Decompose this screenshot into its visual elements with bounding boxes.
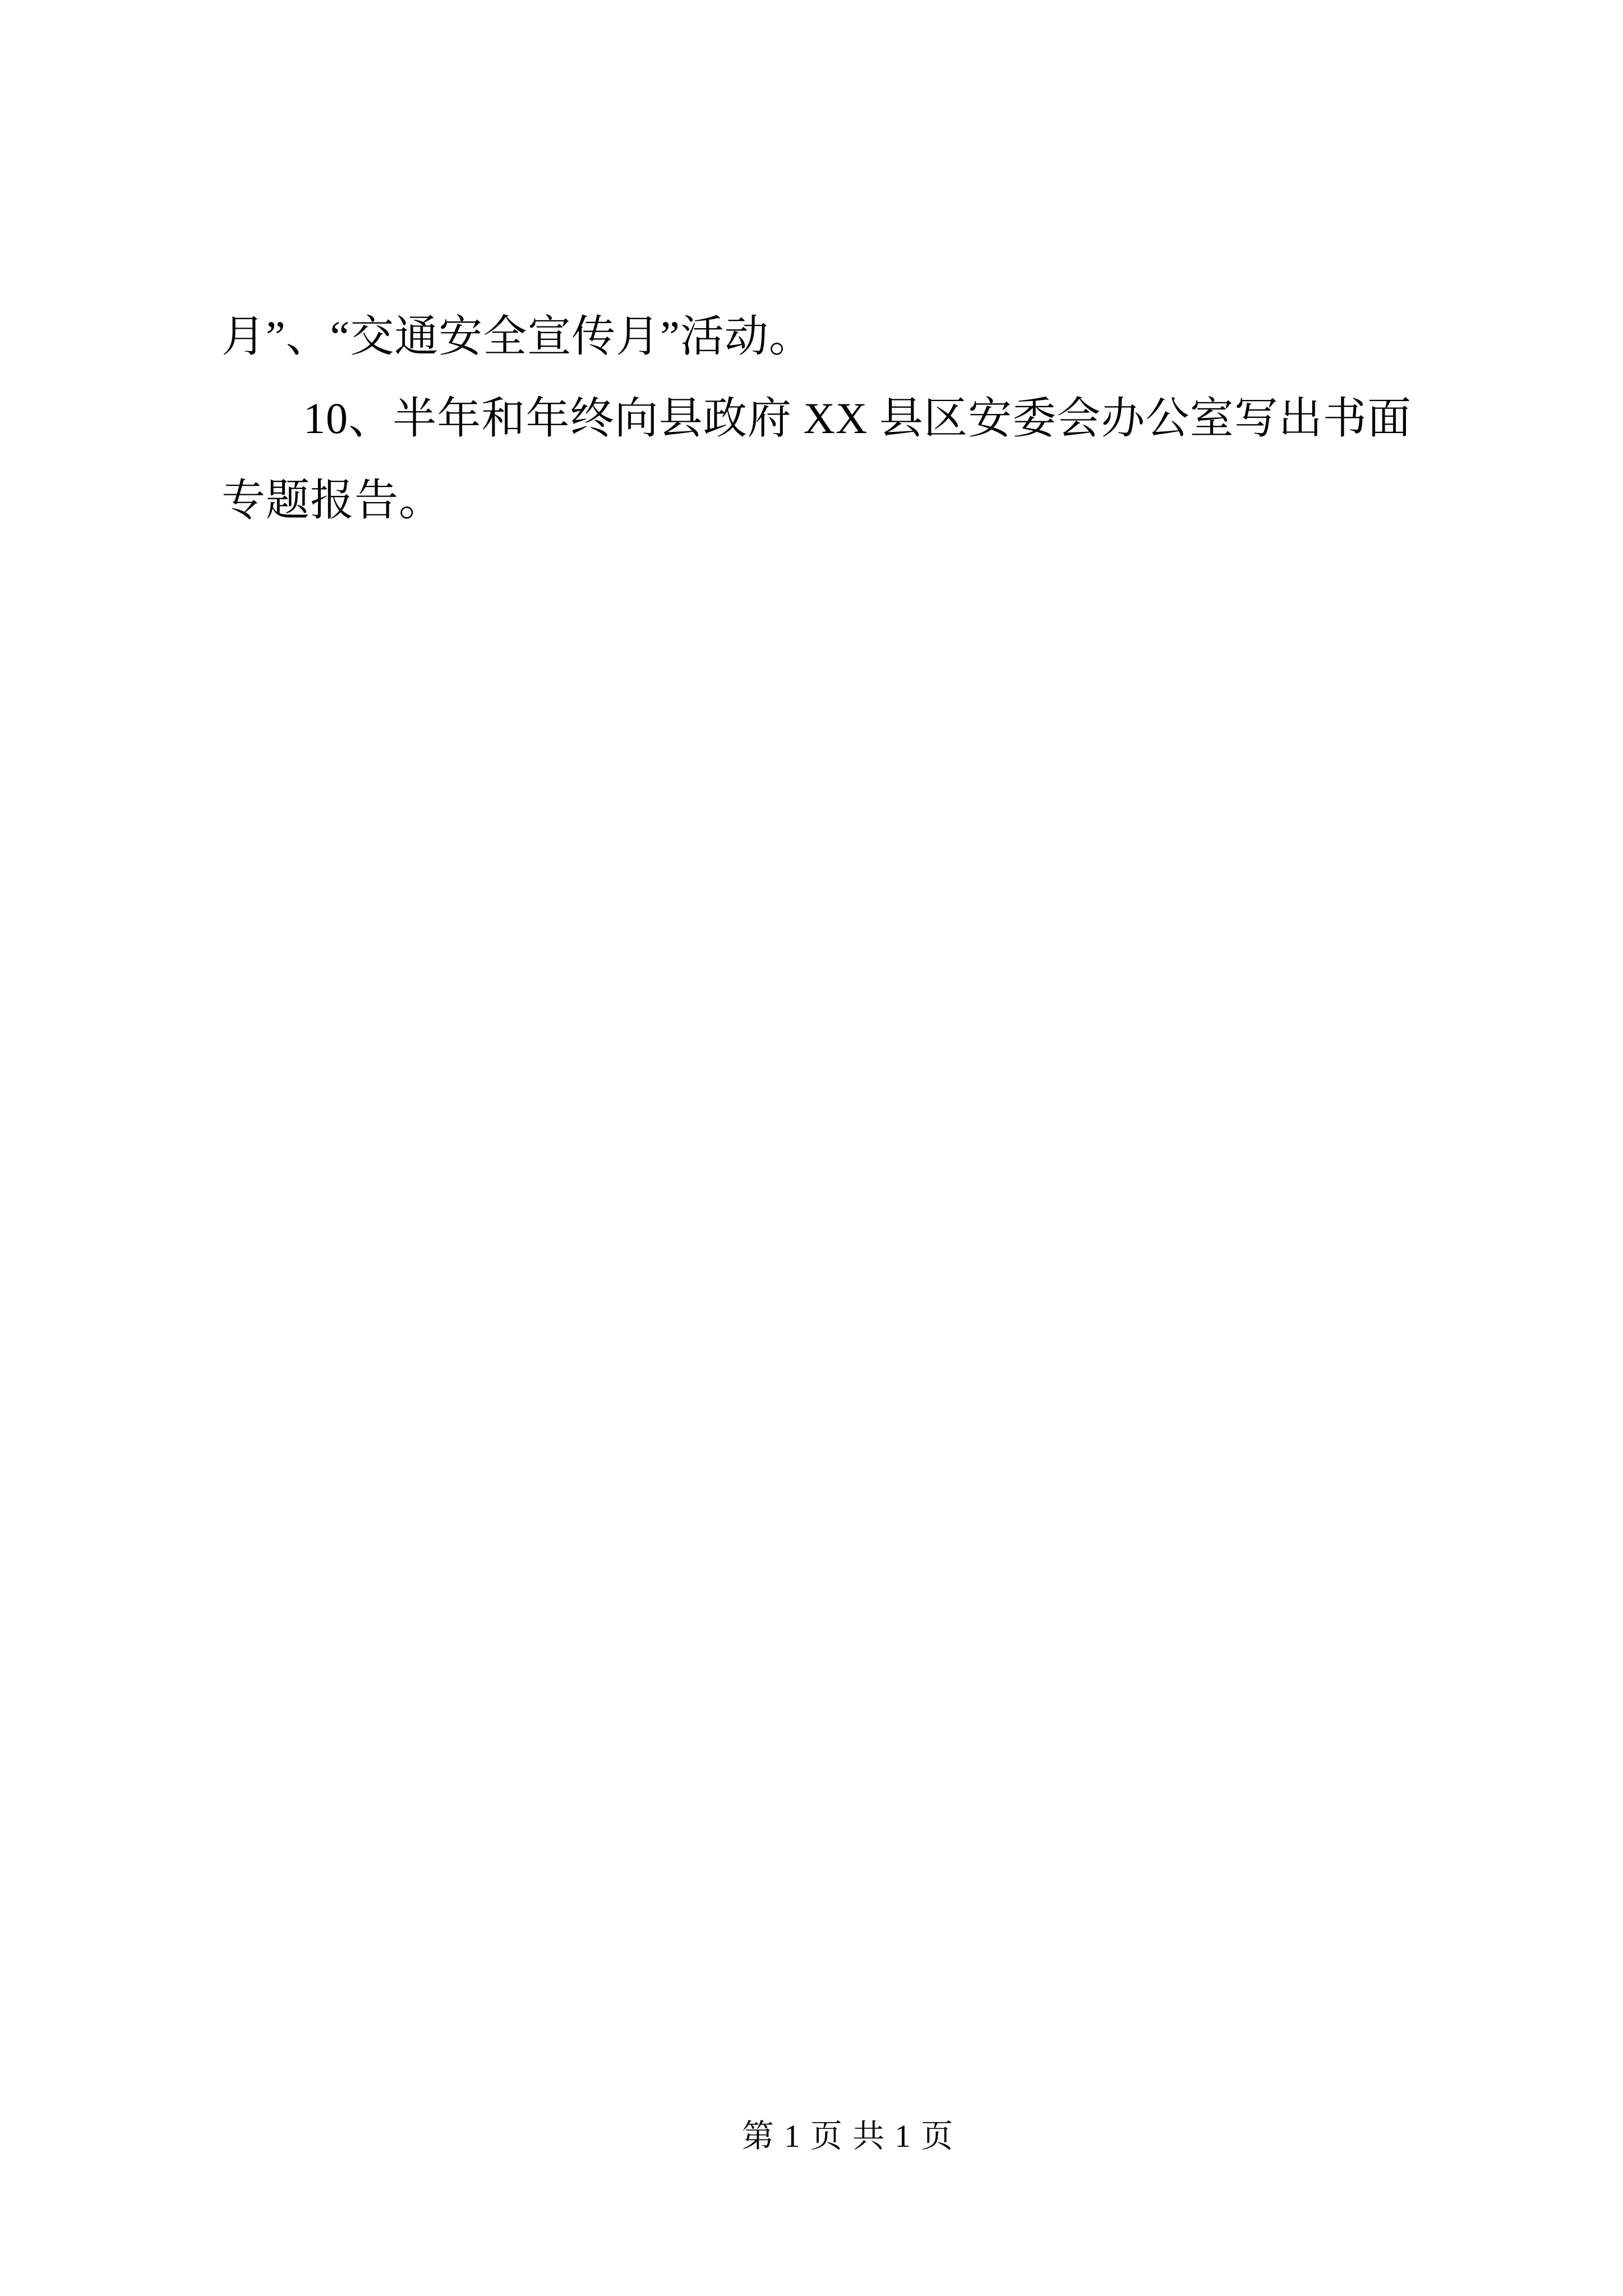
paragraph-item-10: 10、半年和年终向县政府 XX 县区安委会办公室写出书面专题报告。	[222, 394, 1412, 524]
paragraph-continuation: 月”、“交通安全宣传月”活动。	[222, 312, 813, 361]
document-body	[222, 296, 1412, 541]
page-number-label: 第 1 页 共 1 页	[741, 2119, 955, 2154]
page-footer	[0, 2119, 1623, 2154]
